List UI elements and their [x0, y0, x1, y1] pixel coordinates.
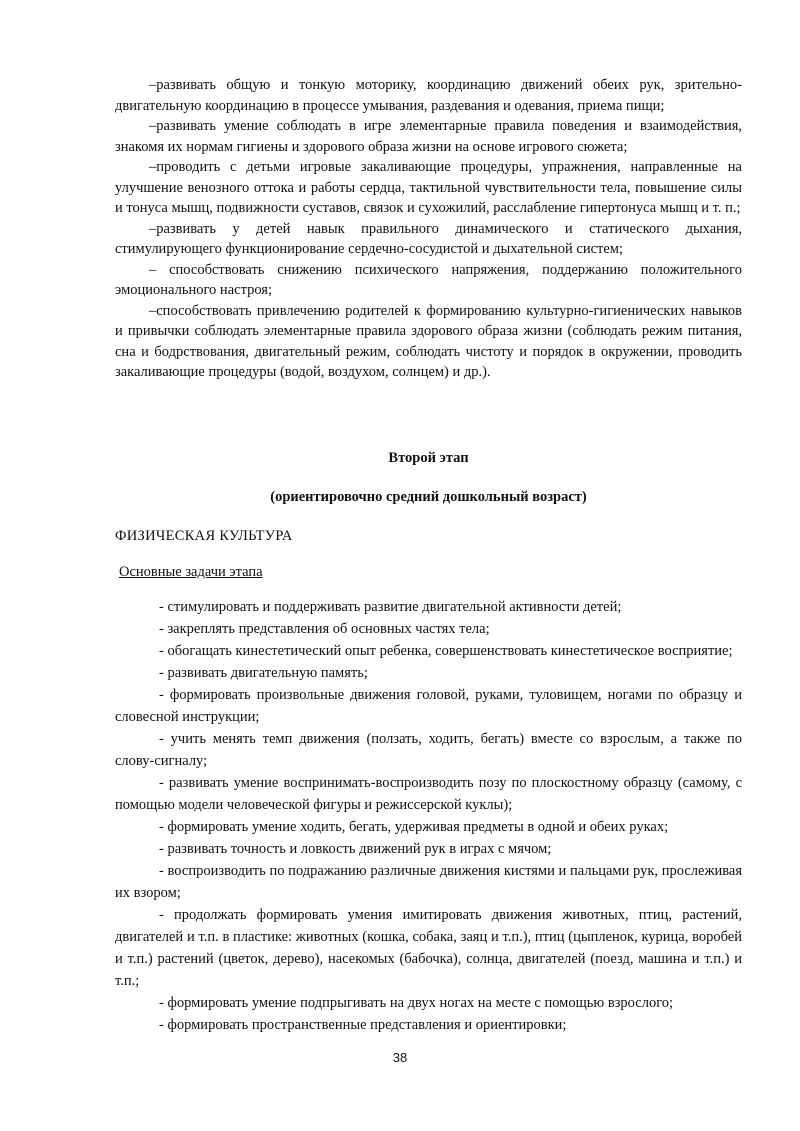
- list-item: - закреплять представления об основных частях тела;: [159, 621, 490, 637]
- page-number: 38: [392, 1050, 408, 1065]
- list-item: - формировать произвольные движения головой, руками, туловищем, ногами по образцу и словесной инструкции;: [115, 687, 742, 725]
- paragraph: – способствовать снижению психического напряжения, поддержанию положительного эмоционального настроя;: [115, 261, 742, 298]
- top-paragraphs: [115, 75, 742, 383]
- list-item: - обогащать кинестетический опыт ребенка, совершенствовать кинестетическое восприятие;: [159, 643, 733, 659]
- list-item: - воспроизводить по подражанию различные движения кистями и пальцами рук, прослеживая их взором;: [115, 863, 742, 901]
- stage-subtitle: (ориентировочно средний дошкольный возраст): [270, 489, 587, 505]
- list-item: - развивать двигательную память;: [159, 665, 368, 681]
- section-title: ФИЗИЧЕСКАЯ КУЛЬТУРА: [115, 528, 293, 544]
- tasks-heading: Основные задачи этапа: [119, 564, 263, 580]
- tasks-list: [115, 596, 742, 1036]
- list-item: - развивать точность и ловкость движений рук в играх с мячом;: [159, 841, 552, 857]
- list-item: - формировать умение подпрыгивать на двух ногах на месте с помощью взрослого;: [159, 995, 674, 1011]
- list-item: - развивать умение воспринимать-воспроизводить позу по плоскостному образцу (самому, с помощью модели человеческой фигуры и режиссерской куклы);: [115, 775, 742, 813]
- stage-title: Второй этап: [388, 450, 469, 466]
- list-item: - продолжать формировать умения имитировать движения животных, птиц, растений, двигателей и т.п. в пластике: животных (кошка, собака, заяц и т.п.), птиц (цыпленок, курица, воробей и т.п.) растений (цветок, дерево), насекомых (бабочка), солнца, двигателей (поезд, машина и т.п.) и т.п.;: [115, 907, 742, 989]
- list-item: - учить менять темп движения (ползать, ходить, бегать) вместе со взрослым, а также по слову-сигналу;: [115, 731, 742, 769]
- list-item: - стимулировать и поддерживать развитие двигательной активности детей;: [159, 599, 622, 615]
- list-item: - формировать пространственные представления и ориентировки;: [159, 1017, 567, 1033]
- paragraph: –способствовать привлечению родителей к формированию культурно-гигиенических навыков и привычки соблюдать элементарные правила здорового образа жизни (соблюдать режим питания, сна и бодрствования, двигательный режим, соблюдать чистоту и порядок в окружении, проводить закаливающие процедуры (водой, воздухом, солнцем) и др.).: [115, 302, 742, 380]
- paragraph: –развивать общую и тонкую моторику, координацию движений обеих рук, зрительно-двигательную координацию в процессе умывания, раздевания и одевания, приема пищи;: [115, 77, 742, 114]
- paragraph: –проводить с детьми игровые закаливающие процедуры, упражнения, направленные на улучшение венозного оттока и работы сердца, тактильной чувствительности тела, повышение силы и тонуса мышц, подвижности суставов, связок и сухожилий, расслабление гипертонуса мышц и т. п.;: [115, 159, 742, 216]
- paragraph: –развивать у детей навык правильного динамического и статического дыхания, стимулирующего функционирование сердечно-сосудистой и дыхательной систем;: [115, 220, 742, 257]
- list-item: - формировать умение ходить, бегать, удерживая предметы в одной и обеих руках;: [159, 819, 669, 835]
- paragraph: –развивать умение соблюдать в игре элементарные правила поведения и взаимодействия, знакомя их нормам гигиены и здорового образа жизни на основе игрового сюжета;: [115, 118, 742, 155]
